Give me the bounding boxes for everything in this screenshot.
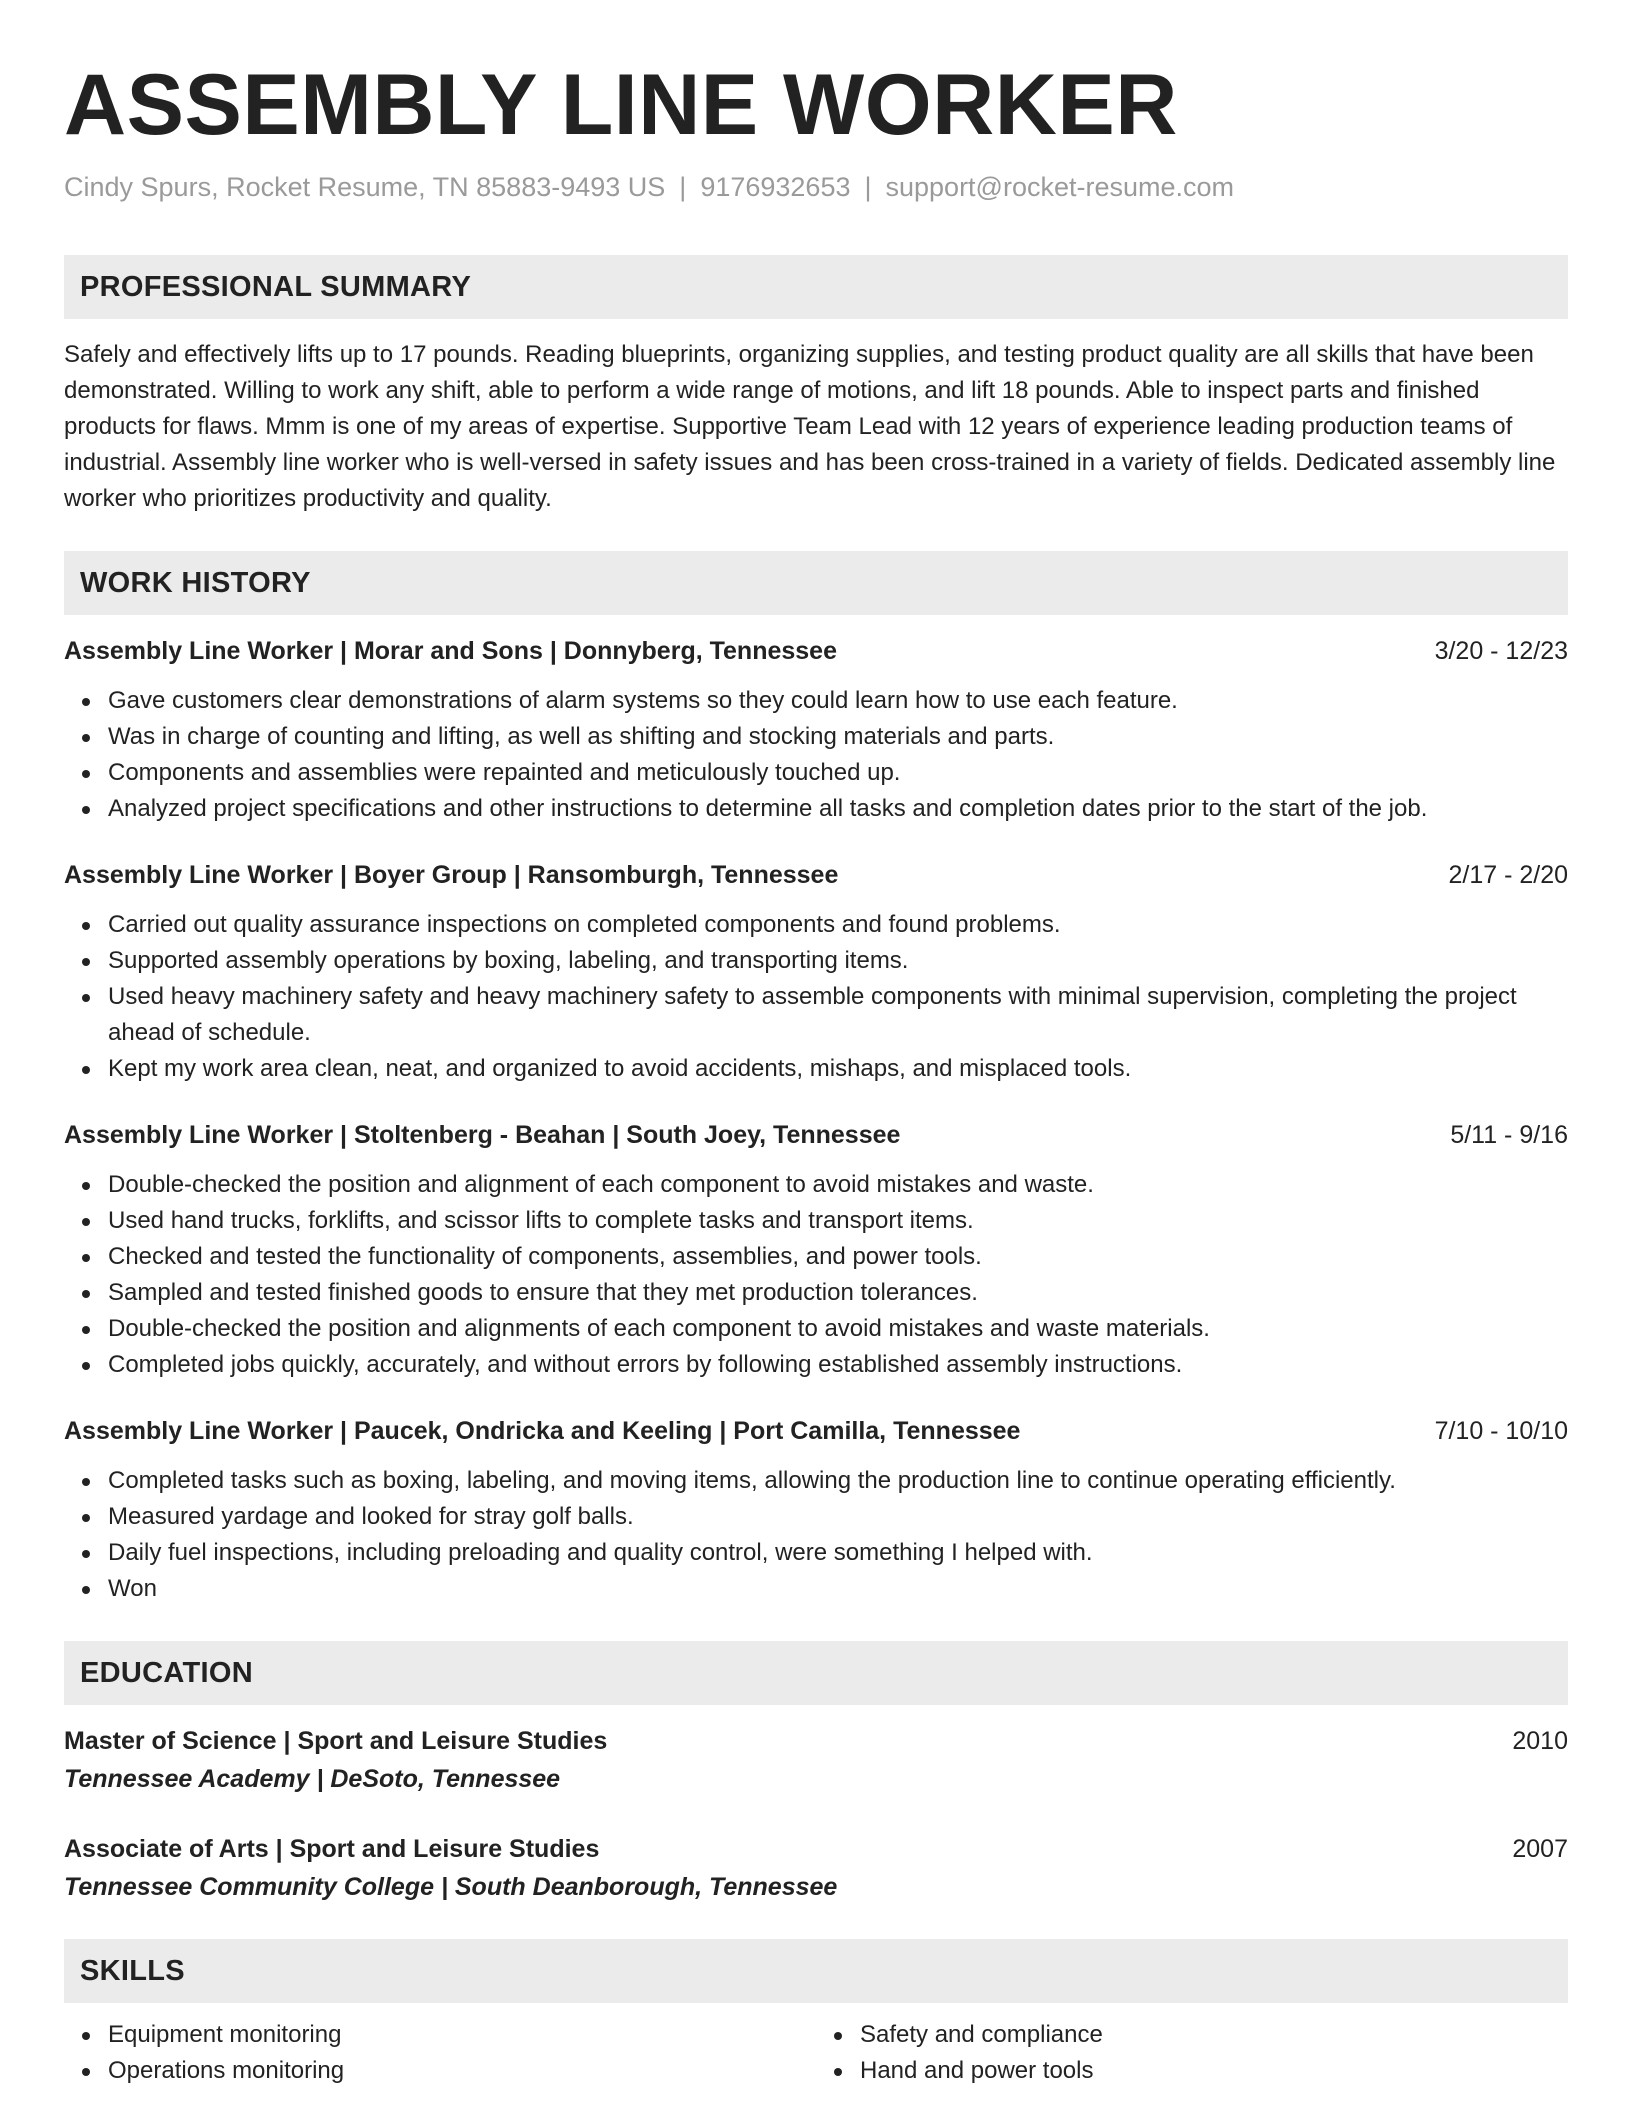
- job-bullet: Kept my work area clean, neat, and organized to avoid accidents, mishaps, and misplaced tools.: [108, 1051, 1568, 1087]
- skill-item: Operations monitoring: [108, 2053, 816, 2089]
- contact-address: Cindy Spurs, Rocket Resume, TN 85883-9493 US: [64, 172, 666, 202]
- skills-column-left: [64, 2017, 816, 2089]
- job-bullets: [64, 1463, 1568, 1607]
- work-history-section-header: [64, 551, 1568, 615]
- job-bullet: Completed tasks such as boxing, labeling, and moving items, allowing the production line to continue operating efficiently.: [108, 1463, 1568, 1499]
- job-bullet: Carried out quality assurance inspections on completed components and found problems.: [108, 907, 1568, 943]
- job-bullets: [64, 907, 1568, 1087]
- skill-item: Hand and power tools: [860, 2053, 1568, 2089]
- job-entry: [64, 857, 1568, 1087]
- job-dates: 2/17 - 2/20: [1448, 861, 1568, 890]
- skills-heading: SKILLS: [80, 1954, 185, 1987]
- job-bullet: Daily fuel inspections, including preloading and quality control, were something I helped with.: [108, 1535, 1568, 1571]
- skill-item: Equipment monitoring: [108, 2017, 816, 2053]
- contact-separator: |: [864, 172, 872, 202]
- candidate-title: ASSEMBLY LINE WORKER: [64, 57, 1178, 153]
- education-entry: [64, 1831, 1568, 1905]
- job-entry: [64, 1413, 1568, 1607]
- education-degree: Master of Science | Sport and Leisure Studies: [64, 1727, 608, 1756]
- job-entry: [64, 1117, 1568, 1383]
- contact-line: [64, 170, 1568, 205]
- education-year: 2010: [1512, 1727, 1568, 1756]
- job-bullet: Checked and tested the functionality of components, assemblies, and power tools.: [108, 1239, 1568, 1275]
- job-bullet: Supported assembly operations by boxing, labeling, and transporting items.: [108, 943, 1568, 979]
- education-school: Tennessee Community College | South Deanborough, Tennessee: [64, 1873, 838, 1902]
- education-section-header: [64, 1641, 1568, 1705]
- education-school: Tennessee Academy | DeSoto, Tennessee: [64, 1765, 561, 1794]
- summary-text: Safely and effectively lifts up to 17 pounds. Reading blueprints, organizing supplies, and testing product quality are all skills that have been demonstrated. Willing to work any shift, able to perform a wide range of motions, and lift 18 pounds. Able to inspect parts and finished products for flaws. Mmm is one of my areas of expertise. Supportive Team Lead with 12 years of experience leading production teams of industrial. Assembly line worker who is well-versed in safety issues and has been cross-trained in a variety of fields. Dedicated assembly line worker who prioritizes productivity and quality.: [64, 341, 1556, 513]
- skills-column-right: [816, 2017, 1568, 2089]
- job-bullet: Analyzed project specifications and other instructions to determine all tasks and completion dates prior to the start of the job.: [108, 791, 1568, 827]
- skills-list: [64, 2017, 1568, 2089]
- job-bullets: [64, 1167, 1568, 1383]
- job-title: Assembly Line Worker | Boyer Group | Ransomburgh, Tennessee: [64, 861, 839, 890]
- job-dates: 7/10 - 10/10: [1434, 1417, 1568, 1446]
- skills-section-header: [64, 1939, 1568, 2003]
- job-bullet: Was in charge of counting and lifting, as well as shifting and stocking materials and parts.: [108, 719, 1568, 755]
- job-bullet: Double-checked the position and alignment of each component to avoid mistakes and waste.: [108, 1167, 1568, 1203]
- work-history-heading: WORK HISTORY: [80, 566, 311, 599]
- contact-phone: 9176932653: [700, 172, 851, 202]
- job-bullet: Double-checked the position and alignments of each component to avoid mistakes and waste materials.: [108, 1311, 1568, 1347]
- job-bullet: Gave customers clear demonstrations of alarm systems so they could learn how to use each feature.: [108, 683, 1568, 719]
- job-title: Assembly Line Worker | Morar and Sons | Donnyberg, Tennessee: [64, 637, 837, 666]
- skill-item: Safety and compliance: [860, 2017, 1568, 2053]
- job-title: Assembly Line Worker | Paucek, Ondricka and Keeling | Port Camilla, Tennessee: [64, 1417, 1021, 1446]
- job-bullets: [64, 683, 1568, 827]
- job-bullet: Used hand trucks, forklifts, and scissor lifts to complete tasks and transport items.: [108, 1203, 1568, 1239]
- education-year: 2007: [1512, 1835, 1568, 1864]
- job-bullet: Used heavy machinery safety and heavy machinery safety to assemble components with minimal supervision, completing the project ahead of schedule.: [108, 979, 1568, 1051]
- job-dates: 3/20 - 12/23: [1434, 637, 1568, 666]
- job-bullet: Won: [108, 1571, 1568, 1607]
- job-dates: 5/11 - 9/16: [1450, 1121, 1568, 1150]
- education-degree: Associate of Arts | Sport and Leisure Studies: [64, 1835, 600, 1864]
- job-bullet: Sampled and tested finished goods to ensure that they met production tolerances.: [108, 1275, 1568, 1311]
- education-heading: EDUCATION: [80, 1656, 253, 1689]
- contact-separator: |: [679, 172, 687, 202]
- summary-heading: PROFESSIONAL SUMMARY: [80, 270, 472, 303]
- contact-email: support@rocket-resume.com: [885, 172, 1235, 202]
- education-entry: [64, 1723, 1568, 1797]
- job-entry: [64, 633, 1568, 827]
- job-bullet: Components and assemblies were repainted and meticulously touched up.: [108, 755, 1568, 791]
- job-bullet: Measured yardage and looked for stray golf balls.: [108, 1499, 1568, 1535]
- job-bullet: Completed jobs quickly, accurately, and without errors by following established assembly instructions.: [108, 1347, 1568, 1383]
- job-title: Assembly Line Worker | Stoltenberg - Beahan | South Joey, Tennessee: [64, 1121, 901, 1150]
- summary-section-header: [64, 255, 1568, 319]
- resume-header: [64, 57, 1568, 205]
